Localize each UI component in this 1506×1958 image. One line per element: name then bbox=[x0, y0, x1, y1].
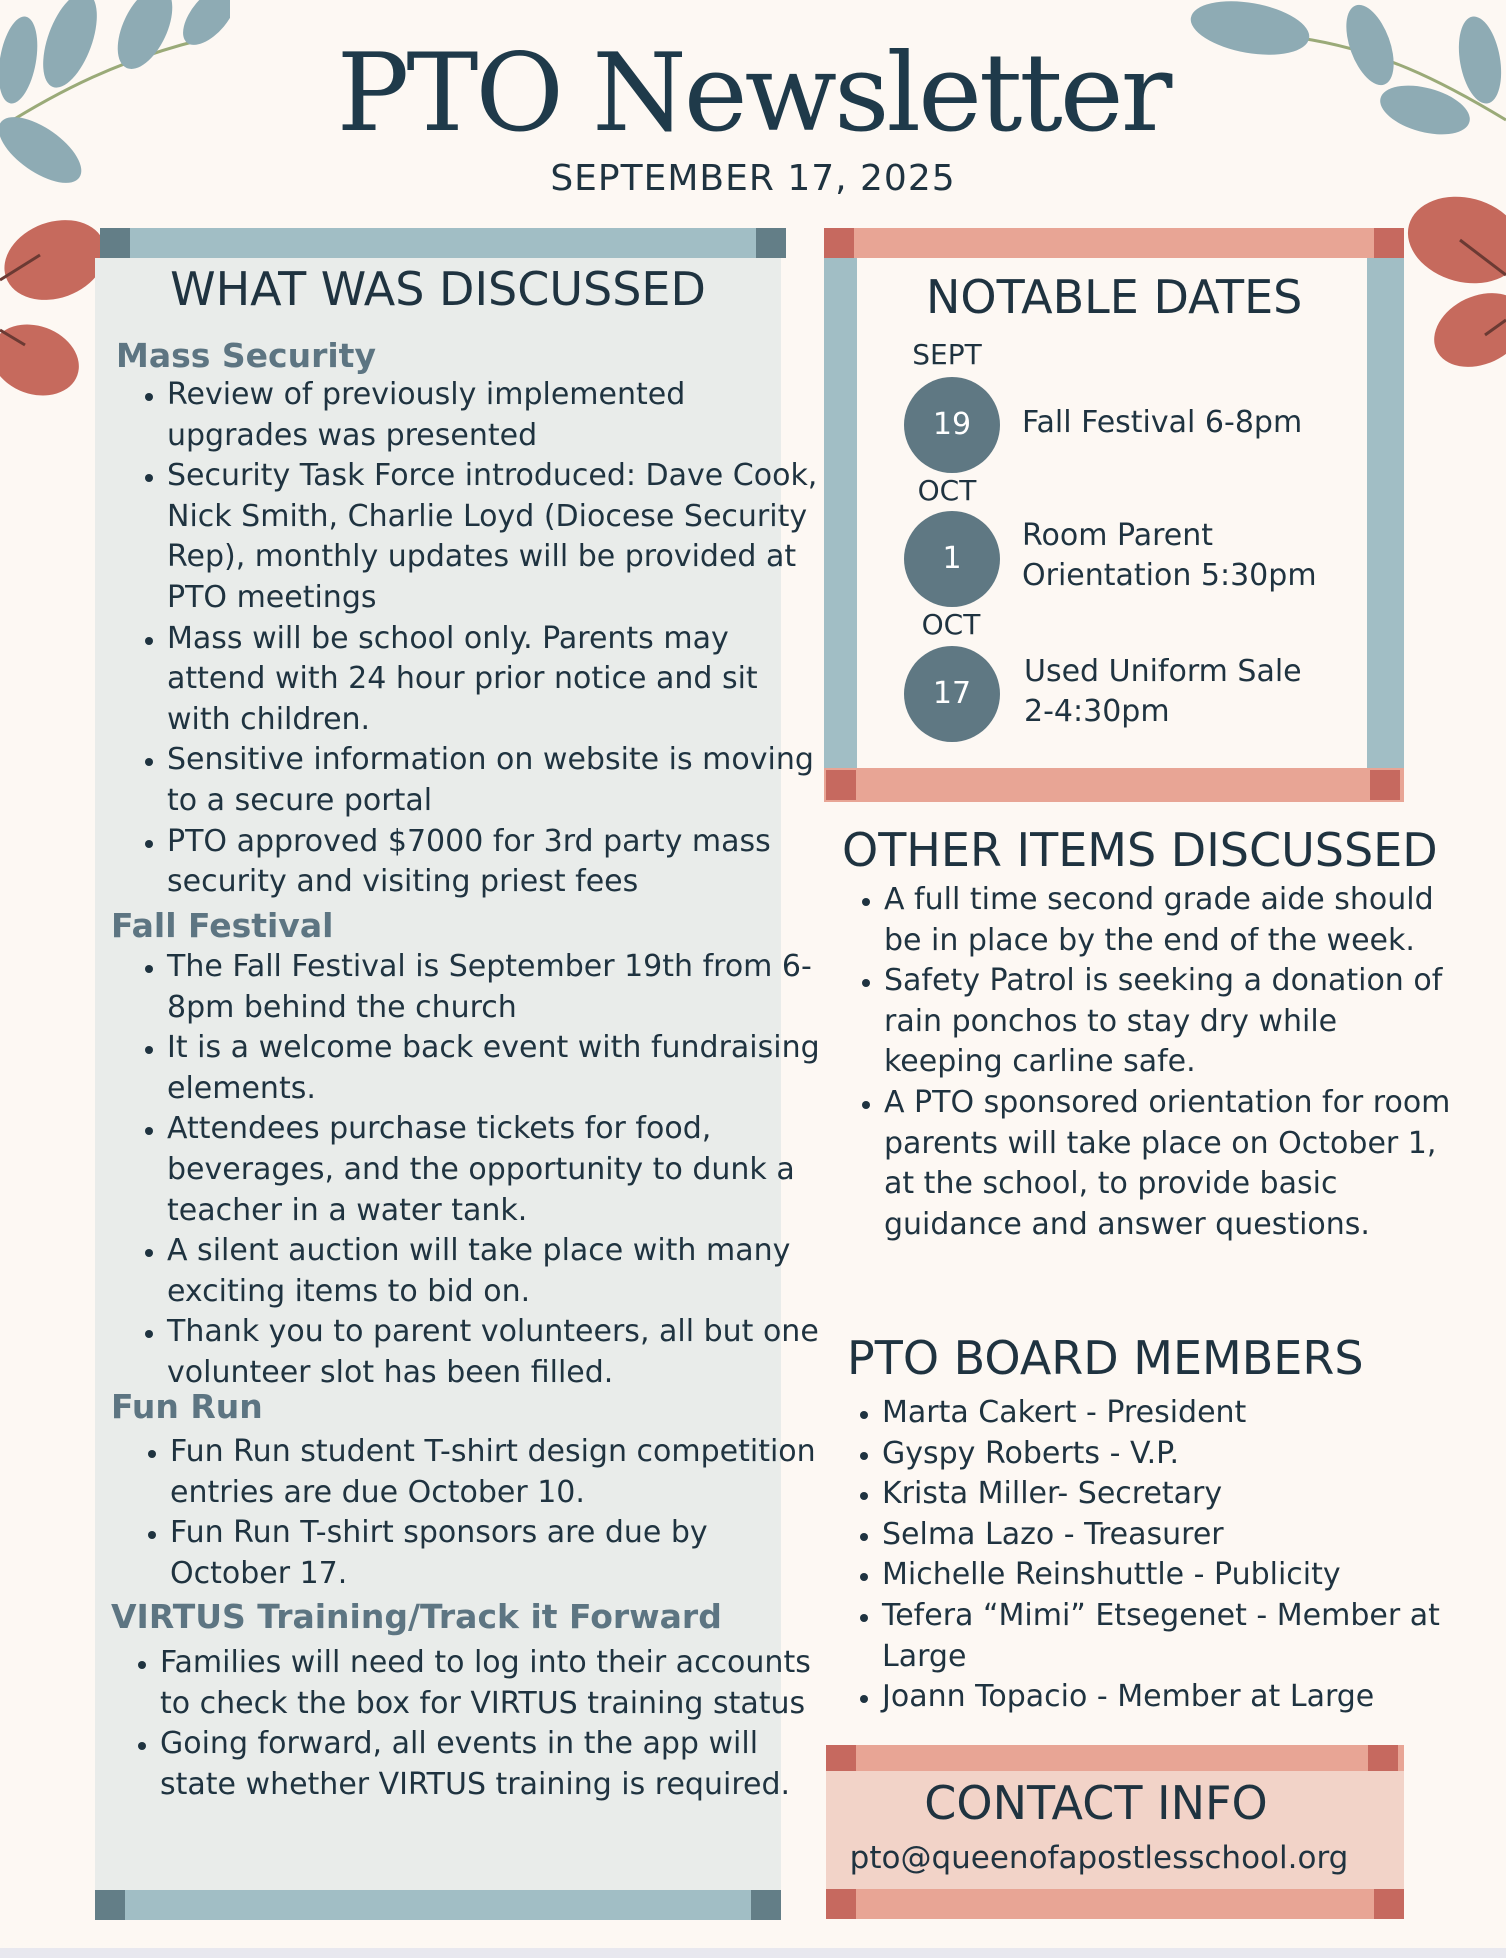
newsletter-title: PTO Newsletter bbox=[336, 31, 1170, 156]
list-item: • Fun Run T-shirt sponsors are due by October 17. bbox=[170, 1513, 823, 1594]
frame-corner bbox=[1374, 1889, 1404, 1919]
list-item: • Thank you to parent volunteers, all but one volunteer slot has been filled. bbox=[167, 1312, 823, 1393]
frame-corner bbox=[756, 228, 786, 258]
list-item: • It is a welcome back event with fundraising elements. bbox=[167, 1028, 823, 1109]
list-item: • Families will need to log into their accounts to check the box for VIRTUS training status bbox=[160, 1643, 816, 1724]
notable-dates-heading: NOTABLE DATES bbox=[926, 270, 1303, 324]
event-day-badge: 17 bbox=[904, 646, 1000, 742]
page-footer-strip bbox=[0, 1948, 1506, 1958]
event-line: Room Parent bbox=[1022, 518, 1214, 553]
mass-security-list bbox=[111, 375, 823, 903]
event-line: Fall Festival 6-8pm bbox=[1022, 405, 1303, 440]
fall-festival-list bbox=[111, 947, 823, 1394]
list-item: • Mass will be school only. Parents may attend with 24 hour prior notice and sit with children. bbox=[167, 619, 823, 741]
list-item: • Tefera “Mimi” Etsegenet - Member at Large bbox=[882, 1596, 1458, 1677]
list-item: • Michelle Reinshuttle - Publicity bbox=[882, 1555, 1458, 1596]
list-item: • The Fall Festival is September 19th from 6-8pm behind the church bbox=[167, 947, 823, 1028]
list-item: • Selma Lazo - Treasurer bbox=[882, 1515, 1458, 1556]
contact-frame-top bbox=[826, 1745, 1404, 1773]
event-description bbox=[1022, 516, 1317, 596]
list-item: • Review of previously implemented upgrades was presented bbox=[167, 375, 823, 456]
discussed-heading: WHAT WAS DISCUSSED bbox=[170, 262, 706, 316]
frame-corner bbox=[1374, 228, 1404, 258]
list-item: • Safety Patrol is seeking a donation of rain ponchos to stay dry while keeping carline safe. bbox=[884, 961, 1454, 1083]
contact-frame-bottom bbox=[826, 1889, 1404, 1919]
newsletter-date: SEPTEMBER 17, 2025 bbox=[550, 158, 956, 199]
list-item: • Security Task Force introduced: Dave Cook, Nick Smith, Charlie Loyd (Diocese Security Rep), monthly updates will be provided at PTO meetings bbox=[167, 456, 823, 618]
board-members-list bbox=[826, 1393, 1458, 1718]
list-item: • Joann Topacio - Member at Large bbox=[882, 1677, 1458, 1718]
other-items-list bbox=[828, 880, 1454, 1245]
frame-corner bbox=[1368, 1745, 1398, 1773]
event-line: Orientation 5:30pm bbox=[1022, 558, 1317, 593]
dates-frame-right bbox=[1367, 258, 1404, 768]
frame-corner bbox=[95, 1890, 125, 1920]
contact-heading: CONTACT INFO bbox=[924, 1776, 1268, 1830]
section-title-mass-security: Mass Security bbox=[116, 336, 376, 375]
list-item: • Sensitive information on website is moving to a secure portal bbox=[167, 740, 823, 821]
list-item: • Fun Run student T-shirt design competition entries are due October 10. bbox=[170, 1432, 823, 1513]
dates-frame-left bbox=[824, 258, 857, 768]
event-description bbox=[1024, 652, 1302, 732]
event-day-badge: 1 bbox=[904, 511, 1000, 607]
event-description bbox=[1022, 403, 1302, 443]
frame-corner bbox=[1370, 770, 1400, 800]
list-item: • Attendees purchase tickets for food, beverages, and the opportunity to dunk a teacher in a water tank. bbox=[167, 1109, 823, 1231]
discussed-frame-bottom bbox=[95, 1890, 781, 1920]
virtus-list bbox=[104, 1643, 816, 1805]
board-heading: PTO BOARD MEMBERS bbox=[847, 1331, 1364, 1385]
event-line: 2-4:30pm bbox=[1024, 694, 1170, 729]
dates-frame-top bbox=[824, 228, 1404, 258]
fun-run-list bbox=[114, 1432, 823, 1594]
list-item: • A PTO sponsored orientation for room parents will take place on October 1, at the school, to provide basic guidance and answer questions. bbox=[884, 1083, 1454, 1245]
list-item: • A silent auction will take place with many exciting items to bid on. bbox=[167, 1231, 823, 1312]
list-item: • PTO approved $7000 for 3rd party mass security and visiting priest fees bbox=[167, 822, 823, 903]
list-item: • Going forward, all events in the app will state whether VIRTUS training is required. bbox=[160, 1724, 816, 1805]
list-item: • Marta Cakert - President bbox=[882, 1393, 1458, 1434]
list-item: • Krista Miller- Secretary bbox=[882, 1474, 1458, 1515]
frame-corner bbox=[826, 1889, 856, 1919]
event-day-badge: 19 bbox=[904, 377, 1000, 473]
leaf-branch-right-icon bbox=[1390, 180, 1506, 400]
list-item: • A full time second grade aide should be in place by the end of the week. bbox=[884, 880, 1454, 961]
frame-corner bbox=[751, 1890, 781, 1920]
other-items-heading: OTHER ITEMS DISCUSSED bbox=[842, 823, 1438, 877]
discussed-frame-top bbox=[100, 228, 786, 258]
contact-email-link[interactable]: pto@queenofapostlesschool.org bbox=[849, 1840, 1349, 1876]
event-month: OCT bbox=[917, 474, 977, 507]
dates-frame-bottom bbox=[824, 768, 1404, 802]
event-line: Used Uniform Sale bbox=[1024, 654, 1302, 689]
event-month: OCT bbox=[921, 608, 981, 641]
section-title-virtus: VIRTUS Training/Track it Forward bbox=[111, 1597, 722, 1636]
section-title-fun-run: Fun Run bbox=[111, 1387, 263, 1426]
list-item: • Gyspy Roberts - V.P. bbox=[882, 1434, 1458, 1475]
frame-corner bbox=[824, 228, 854, 258]
section-title-fall-festival: Fall Festival bbox=[111, 906, 334, 945]
frame-corner bbox=[826, 770, 856, 800]
event-month: SEPT bbox=[912, 338, 982, 371]
frame-corner bbox=[100, 228, 130, 258]
frame-corner bbox=[826, 1745, 856, 1773]
